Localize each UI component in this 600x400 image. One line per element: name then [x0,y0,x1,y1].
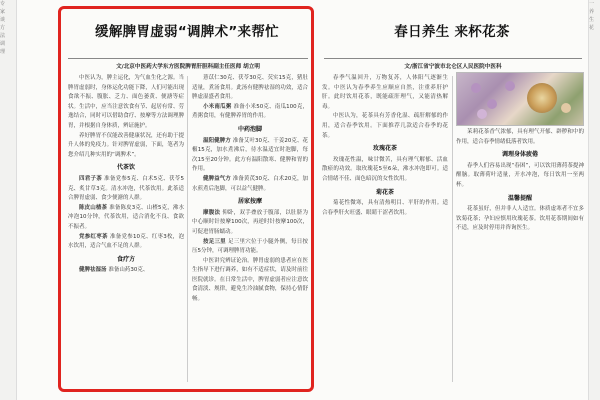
section-subheading: 中药泡脚 [237,125,262,133]
right-article [318,8,586,392]
flower-icon [471,83,481,93]
paragraph-lead: 党参红枣茶 [79,233,110,240]
paragraph-lead: 摩腹法 [203,209,223,216]
article-paragraph [456,128,584,147]
paragraph-lead: 健脾益气方 [203,175,233,182]
paragraph-text: 薏苡仁30克、茯苓30克、芡实15克，猪肚适量，煮汤食用。此汤有健脾祛湿的功效，适合脾虚湿盛者食用。 [192,75,308,101]
edge-text: 家 [0,9,6,15]
section-subheading: 温馨提醒 [507,194,532,202]
paragraph-text: 中医认为，花茶具有芳香化湿、疏肝解郁的作用，适合春季饮用。下面推荐几款适合春季的花茶。 [322,113,448,139]
paragraph-text: 春季气温回升，万物复苏，人体阳气逐渐生发。中医认为春季养生应顺应自然，注重养肝护肝。此时饮用花茶，既能疏肝理气，又能清热解毒。 [322,75,448,110]
left-page-edge [0,0,17,400]
section-subheading: 食疗方 [116,255,135,263]
right-article-byline: 文/浙江省宁波市北仑区人民医院中医科 [404,64,502,70]
edge-text: 养 [589,9,595,15]
right-article-column-1 [322,74,448,386]
article-paragraph [456,162,584,191]
edge-text: 理 [0,49,6,55]
column-divider [452,76,453,382]
paragraph-text: 中医认为，脾主运化，为气血生化之源。当脾胃虚弱时，身体运化功能下降，人们可能出现食欲不振、腹胀、乏力、面色萎黄、便溏等症状。生活中，应当注意饮食有节、起居有常、劳逸结合，同时可以借助食疗、按摩等方法调理脾胃，并根据自身体质，辨证施护。 [68,75,184,129]
section-subheading: 居家按摩 [237,198,262,206]
paragraph-text: 准备黄芪30克、白术20克，加水煎煮后泡脚，可以益气健脾。 [192,175,308,192]
right-page-edge [588,0,600,400]
highlight-frame [58,6,314,392]
paragraph-text: 仰卧，双手叠放于腹部，以肚脐为中心顺时针按摩100次，再逆时针按摩100次，可促进胃肠蠕动。 [192,209,308,235]
article-paragraph [322,199,448,218]
paragraph-lead: 健脾祛湿汤 [79,267,109,274]
paragraph-lead: 按足三里 [203,238,229,245]
paragraph-lead: 陈皮山楂茶 [79,204,110,211]
section-subheading: 代茶饮 [116,164,135,172]
edge-text: 一 [589,1,595,7]
paragraph-text: 准备陈皮3克、山楂5克，沸水冲泡10分钟，代茶饮用，适合消化不良、食欲不振者。 [68,204,184,230]
left-article-title: 缓解脾胃虚弱“调脾术”来帮忙 [95,24,279,40]
paragraph-lead: 四君子茶 [79,175,105,182]
section-subheading: 调理身体疲倦 [501,151,538,159]
article-paragraph [322,156,448,185]
paragraph-lead: 小米南瓜粥 [203,103,234,110]
right-article-column-2 [456,128,584,386]
paragraph-text: 春季人们容易出现“春困”，可以饮用薄荷茶提神醒脑。取薄荷叶适量，开水冲泡，每日饮用一至两杯。 [456,162,584,188]
paragraph-lead: 温阳健脾方 [203,137,233,144]
paragraph-text: 准备艾叶30克、干姜20克、花椒15克，加水煮沸后，待水温适宜时泡脚，每次15至20分钟。此方有温阳散寒、健脾和胃的作用。 [192,137,308,173]
edge-text: 调 [0,41,6,47]
edge-text: 花 [589,25,595,31]
edge-text: 法 [0,33,6,39]
paragraph-text: 养好脾胃不仅能改善健康状况，还有助于提升人体的免疫力。针对脾胃虚弱，下面，笔者为您介绍几种实用的“调脾术”。 [68,132,184,158]
paragraph-text: 玫瑰花性温，味甘微苦，具有理气解郁、活血散瘀的功效。取玫瑰花5至6朵，沸水冲泡即可。适合情绪不佳、面色暗沉的女性饮用。 [322,156,448,182]
left-article-byline: 文/北京中医药大学东方医院脾胃肝胆科副主任医师 胡立明 [116,64,260,70]
paragraph-text: 准备党参5克、白术5克、茯苓5克、炙甘草3克。清水冲泡，代茶饮用。此茶适合脾胃虚弱、食少便溏的人群。 [68,175,184,202]
edge-text: 方 [0,25,6,31]
right-article-title: 春日养生 来杯花茶 [394,24,510,40]
flower-icon [487,99,497,109]
paragraph-text: 准备小米50克、南瓜100克，煮粥食用，有健脾养胃的作用。 [192,103,308,120]
article-paragraph [322,74,448,112]
section-subheading: 菊花茶 [375,188,394,196]
paragraph-text: 中医讲究辨证论治。脾胃虚弱的患者应在医生指导下进行调养，如有不适症状，请及时前往医院就诊。在日常生活中，脾胃虚弱者应注意饮食清淡、规律，避免生冷油腻食物，保持心情舒畅。 [192,257,308,303]
paragraph-text: 菊花性微寒，具有清热明目、平肝的作用。适合春季肝火旺盛、眼睛干涩者饮用。 [322,200,448,216]
paragraph-text: 足三里穴位于小腿外侧，每日按压5分钟，可调理脾胃功能。 [192,238,308,255]
paragraph-text: 准备党参10克、红枣3枚，泡水饮用，适合气血不足的人群。 [68,233,184,250]
title-rule [324,58,582,59]
edge-text: 生 [589,17,595,23]
paragraph-text: 花茶虽好，但并非人人适宜。体质虚寒者不宜多饮菊花茶；孕妇应慎用玫瑰花茶。饮用花茶期间如有不适，应及时停用并咨询医生。 [456,206,584,232]
section-subheading: 玫瑰花茶 [372,145,397,153]
article-paragraph [456,205,584,234]
tea-photo [456,72,584,126]
article-paragraph [322,112,448,141]
flower-icon [477,109,487,119]
paragraph-text: 茉莉花茶香气浓郁，具有理气开郁、辟秽和中的作用，适合春季情绪低落者饮用。 [456,129,584,145]
flower-icon [505,81,515,91]
paragraph-text: 准备山药30克、 [108,267,149,274]
flower-icon [561,103,571,113]
edge-text: 专 [0,1,6,7]
edge-text: 谈 [0,17,6,23]
tea-cup-icon [527,83,557,113]
